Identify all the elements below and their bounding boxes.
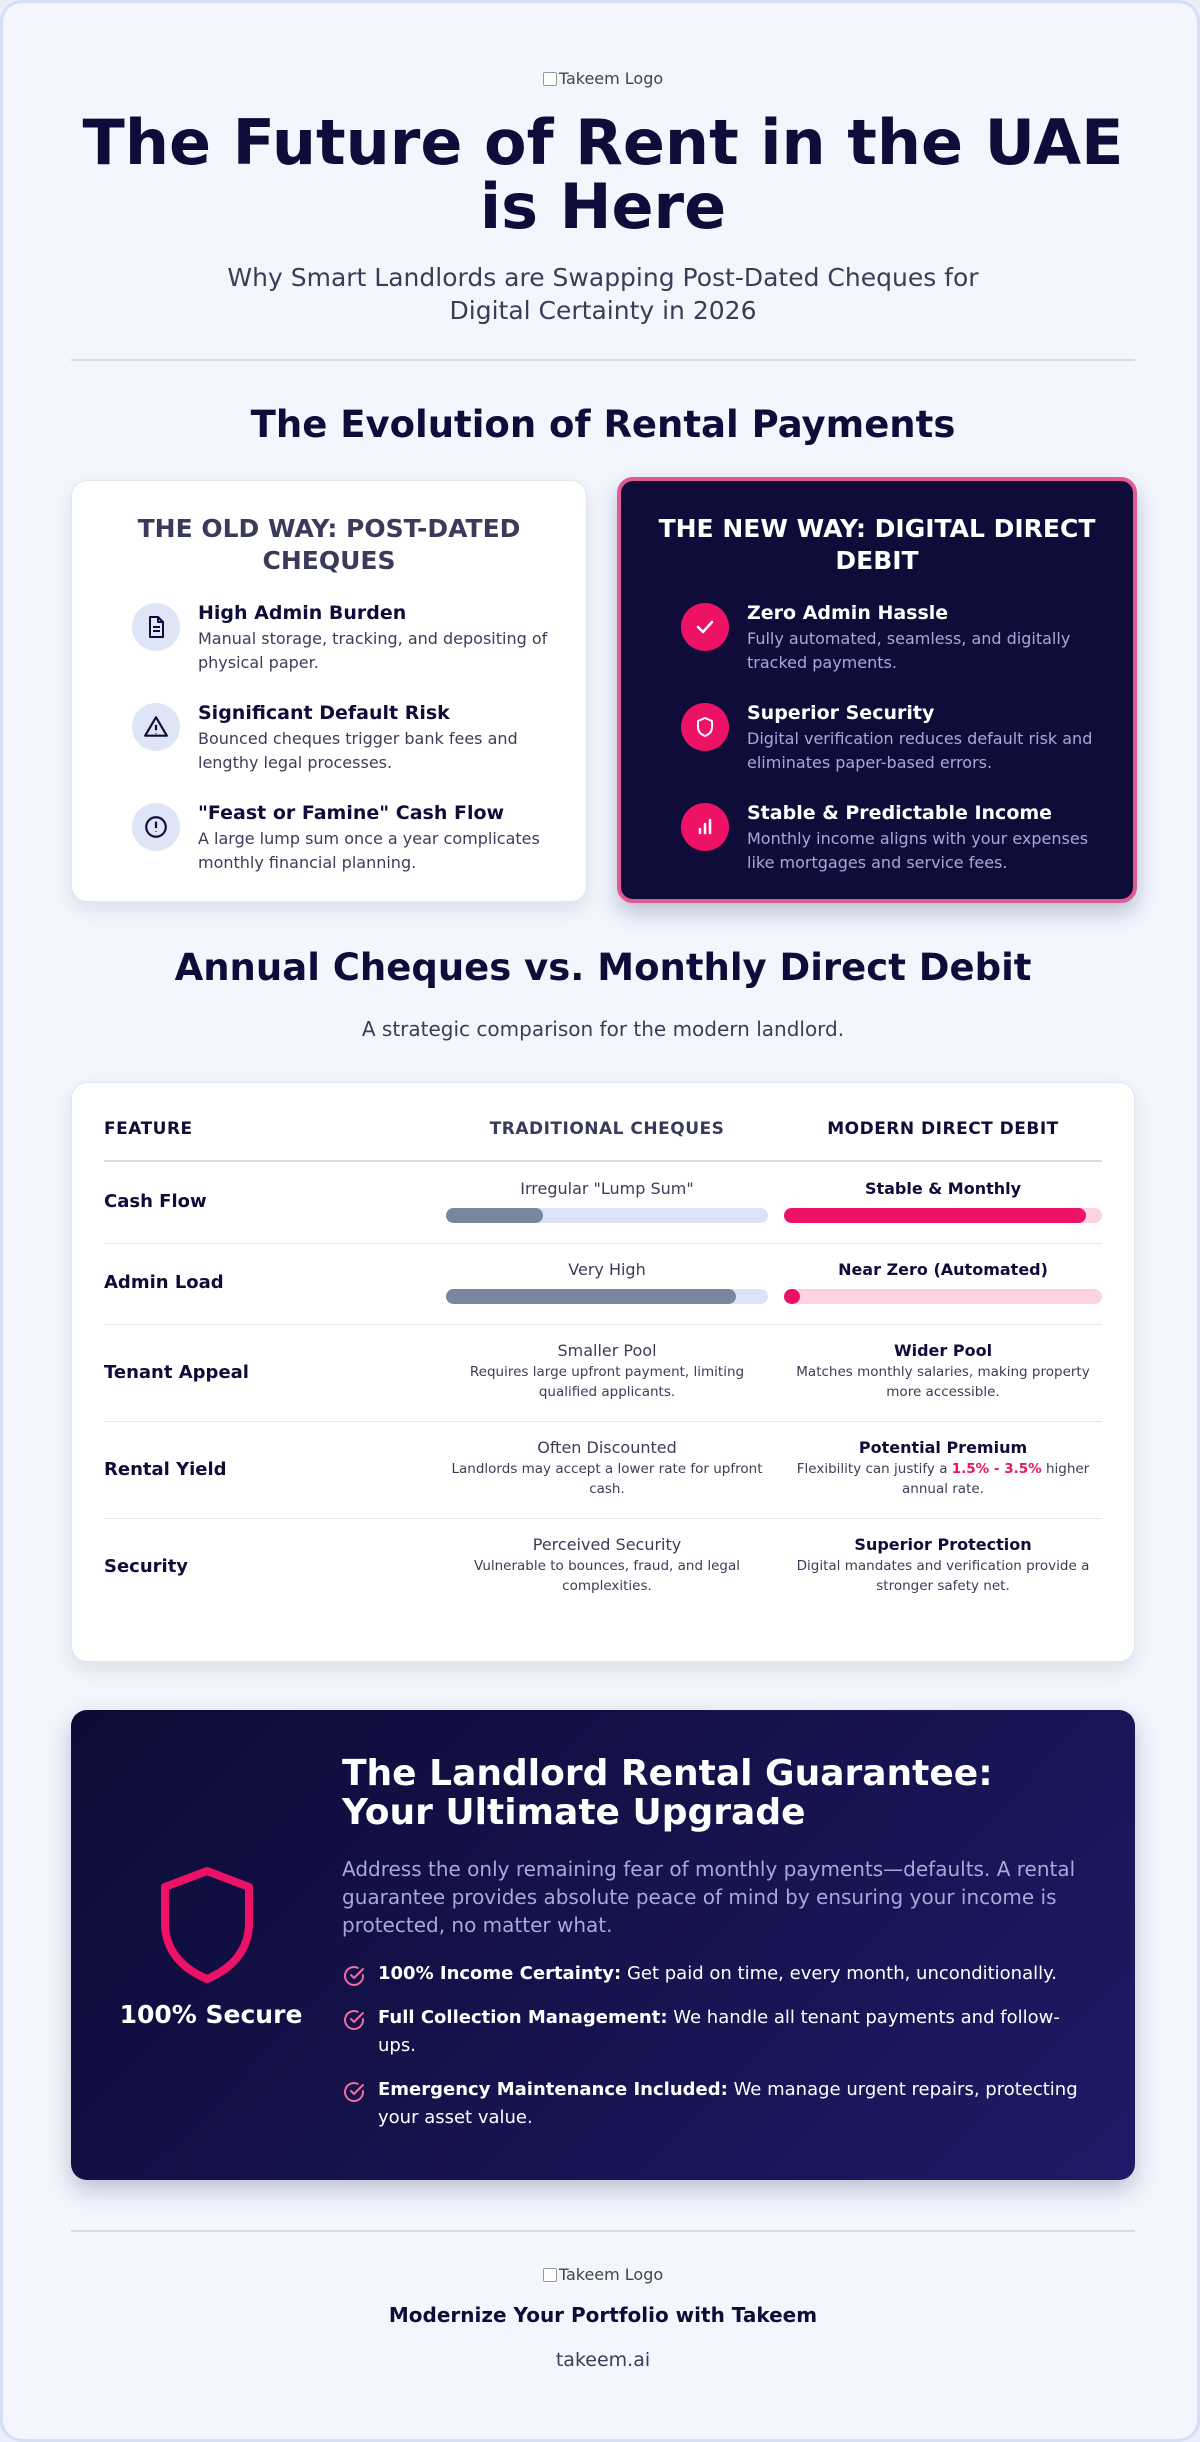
modern-level-fill — [784, 1208, 1086, 1223]
guarantee-title: The Landlord Rental Guarantee: Your Ultimate Upgrade — [342, 1753, 993, 1833]
new-way-item — [651, 801, 1103, 875]
new-way-item — [651, 601, 1103, 675]
traditional-cell — [446, 1438, 768, 1499]
modern-cell — [784, 1535, 1102, 1596]
modern-value: Near Zero (Automated) — [838, 1260, 1048, 1279]
old-way-item-desc: Manual storage, tracking, and depositing of physical paper. — [198, 629, 548, 672]
modern-value: Potential Premium — [858, 1438, 1028, 1457]
modern-cell — [784, 1438, 1102, 1499]
yield-highlight: 1.5% - 3.5% — [951, 1461, 1042, 1477]
guarantee-desc: Address the only remaining fear of monthly payments—defaults. A rental guarantee provides absolute peace of mind by ensuring your income is protected, no matter what. — [342, 1857, 1076, 1937]
old-way-item-desc: A large lump sum once a year complicates monthly financial planning. — [198, 829, 540, 872]
traditional-value: Perceived Security — [532, 1535, 682, 1554]
footer-logo-alt-text: Takeem Logo — [558, 2265, 664, 2284]
traditional-value: Smaller Pool — [557, 1341, 657, 1360]
table-header-modern: MODERN DIRECT DEBIT — [827, 1119, 1059, 1139]
table-row — [104, 1163, 1102, 1244]
row-feature: Security — [104, 1556, 189, 1577]
guarantee-item-text: We manage urgent repairs, protecting your asset value. — [378, 2079, 1078, 2128]
guarantee-item — [342, 2004, 1082, 2060]
guarantee-panel — [71, 1710, 1135, 2180]
new-way-item — [651, 701, 1103, 775]
old-way-item-title: Significant Default Risk — [198, 702, 450, 724]
old-way-item — [102, 601, 556, 675]
footer-logo — [3, 2265, 1200, 2284]
traditional-cell — [446, 1179, 768, 1223]
traditional-cell — [446, 1535, 768, 1596]
guarantee-item — [342, 2076, 1082, 2132]
old-way-item-title: "Feast or Famine" Cash Flow — [198, 802, 505, 824]
footer-cta: Modernize Your Portfolio with Takeem — [388, 2303, 818, 2327]
check-circle-icon — [342, 1964, 366, 1988]
table-header-traditional: TRADITIONAL CHEQUES — [489, 1119, 725, 1139]
evolution-heading: The Evolution of Rental Payments — [250, 403, 956, 446]
new-way-title: THE NEW WAY: DIGITAL DIRECT DEBIT — [658, 514, 1096, 575]
guarantee-item-title: Full Collection Management: — [378, 2007, 668, 2028]
shield-icon — [681, 703, 729, 751]
new-way-item-title: Stable & Predictable Income — [747, 802, 1053, 824]
row-feature: Admin Load — [104, 1272, 224, 1293]
traditional-cell — [446, 1260, 768, 1304]
old-way-item-title: High Admin Burden — [198, 602, 407, 624]
modern-note-text: Flexibility can justify a — [796, 1461, 952, 1477]
secure-badge: 100% Secure — [119, 2000, 303, 2029]
traditional-note: Landlords may accept a lower rate for upfront cash. — [451, 1461, 763, 1497]
table-row — [104, 1422, 1102, 1519]
modern-cell — [784, 1179, 1102, 1223]
traditional-note: Requires large upfront payment, limiting qualified applicants. — [469, 1364, 745, 1400]
traditional-level-fill — [446, 1289, 736, 1304]
divider — [71, 359, 1135, 361]
traditional-level-bar — [446, 1208, 768, 1223]
modern-value: Stable & Monthly — [864, 1179, 1022, 1198]
page-subtitle: Why Smart Landlords are Swapping Post-Dated Cheques for Digital Certainty in 2026 — [227, 263, 979, 325]
new-way-item-desc: Monthly income aligns with your expenses like mortgages and service fees. — [747, 829, 1089, 872]
table-row — [104, 1519, 1102, 1616]
guarantee-item — [342, 1960, 1082, 1988]
bar-chart-icon — [681, 803, 729, 851]
traditional-value: Irregular "Lump Sum" — [520, 1179, 694, 1198]
modern-note: Digital mandates and verification provide a stronger safety net. — [796, 1558, 1090, 1594]
guarantee-item-text: Get paid on time, every month, unconditionally. — [621, 1963, 1057, 1984]
traditional-level-bar — [446, 1289, 768, 1304]
header-logo — [3, 69, 1200, 88]
traditional-value: Often Discounted — [537, 1438, 677, 1457]
comparison-subheading: A strategic comparison for the modern landlord. — [361, 1017, 845, 1041]
modern-note-text: higher annual rate. — [902, 1461, 1090, 1497]
header-logo-alt-text: Takeem Logo — [558, 69, 664, 88]
footer-url-link[interactable]: takeem.ai — [555, 2349, 651, 2371]
modern-note: Matches monthly salaries, making property more accessible. — [796, 1364, 1090, 1400]
warning-icon — [132, 703, 180, 751]
modern-note — [784, 1459, 1102, 1499]
new-way-item-desc: Digital verification reduces default risk and eliminates paper-based errors. — [747, 729, 1093, 772]
page-title: The Future of Rent in the UAE is Here — [82, 106, 1124, 243]
traditional-cell — [446, 1341, 768, 1402]
traditional-value: Very High — [568, 1260, 646, 1279]
row-feature: Tenant Appeal — [104, 1362, 249, 1383]
table-row — [104, 1244, 1102, 1325]
modern-value: Superior Protection — [854, 1535, 1032, 1554]
check-circle-icon — [342, 2080, 366, 2104]
modern-level-fill — [784, 1289, 800, 1304]
modern-cell — [784, 1260, 1102, 1304]
new-way-card — [617, 477, 1137, 903]
guarantee-item-title: Emergency Maintenance Included: — [378, 2079, 728, 2100]
old-way-title: THE OLD WAY: POST-DATED CHEQUES — [137, 514, 521, 575]
new-way-item-desc: Fully automated, seamless, and digitally tracked payments. — [747, 629, 1071, 672]
alert-circle-icon — [132, 803, 180, 851]
document-icon — [132, 603, 180, 651]
guarantee-item-title: 100% Income Certainty: — [378, 1963, 622, 1984]
old-way-card — [71, 480, 587, 902]
new-way-item-title: Zero Admin Hassle — [747, 602, 949, 624]
traditional-note: Vulnerable to bounces, fraud, and legal complexities. — [474, 1558, 740, 1594]
broken-image-icon — [543, 2268, 557, 2282]
comparison-table — [71, 1082, 1135, 1662]
check-icon — [681, 603, 729, 651]
row-feature: Rental Yield — [104, 1459, 227, 1480]
modern-cell — [784, 1341, 1102, 1402]
old-way-item — [102, 801, 556, 875]
table-header-feature: FEATURE — [104, 1119, 193, 1139]
table-row — [104, 1325, 1102, 1422]
modern-level-bar — [784, 1289, 1102, 1304]
footer-divider — [71, 2230, 1135, 2232]
broken-image-icon — [543, 72, 557, 86]
row-feature: Cash Flow — [104, 1191, 207, 1212]
table-header-divider — [104, 1160, 1102, 1162]
modern-level-bar — [784, 1208, 1102, 1223]
comparison-heading: Annual Cheques vs. Monthly Direct Debit — [174, 946, 1032, 989]
traditional-level-fill — [446, 1208, 543, 1223]
shield-icon — [157, 1865, 257, 1983]
old-way-item — [102, 701, 556, 775]
new-way-item-title: Superior Security — [747, 702, 935, 724]
check-circle-icon — [342, 2008, 366, 2032]
modern-value: Wider Pool — [893, 1341, 993, 1360]
old-way-item-desc: Bounced cheques trigger bank fees and lengthy legal processes. — [198, 729, 518, 772]
guarantee-list — [342, 1960, 1082, 2148]
guarantee-item-text: We handle all tenant payments and follow-ups. — [378, 2007, 1060, 2056]
